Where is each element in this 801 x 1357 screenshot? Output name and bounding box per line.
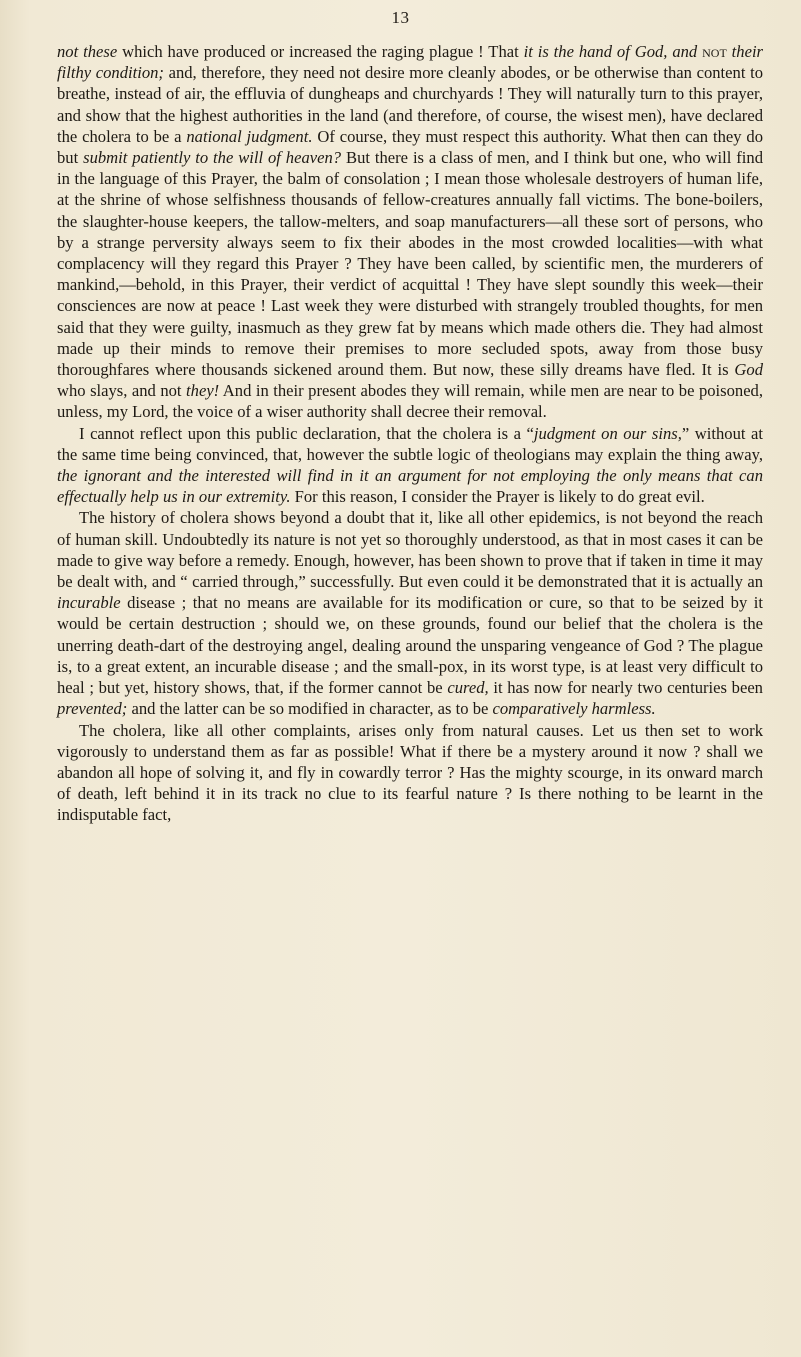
text-run: who slays, and not <box>57 381 187 401</box>
text-run: and the latter can be so modified in character, as to be <box>127 699 493 719</box>
paragraph <box>57 41 763 423</box>
italic-text: judgment on our sins, <box>533 423 682 443</box>
italic-text: they! <box>186 381 220 401</box>
italic-text: submit patiently to the will of heaven? <box>83 148 342 168</box>
paragraph <box>57 507 763 719</box>
text-run: I cannot reflect upon this public declaration, that the cholera is a “ <box>79 423 534 443</box>
italic-text: their filthy condition; <box>57 42 764 83</box>
paragraph <box>57 423 763 508</box>
small-caps-text: not <box>697 42 732 61</box>
text-run: disease ; that no means are available for its modification or cure, so that to be seized by it would be certain destruction ; should we, on these grounds, found our belief that the cholera is the unerring death-dart of the destroying angel, dealing around the unsparing vengeance of God ? The plague is, to a great extent, an incurable disease ; and the small-pox, in its worst type, is at least very difficult to heal ; but yet, history shows, that, if the former cannot be <box>57 593 763 698</box>
text-run: But there is a class of men, and I think but one, who will find in the language of this Prayer, the balm of consolation ; I mean those wholesale destroyers of human life, at the shrine of whose selfishness thousands of fellow-creatures annually fall victims. The bone-boilers, the slaughter-house keepers, the tallow-melters, and soap manufacturers—all these sort of persons, who by a strange perversity always seem to fix their abodes in the most crowded localities—with what complacency will they regard this Prayer ? They have been called, by scientific men, the murderers of mankind,—behold, in this Prayer, their verdict of acquittal ! They have slept soundly this week—their consciences are now at peace ! Last week they were disturbed with strangely troubled thoughts, for men said that they were guilty, inasmuch as they grew fat by means which made others die. They had almost made up their minds to remove their premises to more secluded spots, away from those busy thoroughfares where thousands sickened around them. But now, these silly dreams have fled. It is <box>57 148 764 380</box>
text-run: which have produced or increased the raging plague ! That <box>117 42 524 61</box>
italic-text: prevented; <box>57 699 128 719</box>
text-run: For this reason, I consider the Prayer is likely to do great evil. <box>290 487 705 507</box>
italic-text: God <box>734 360 763 380</box>
italic-text: not these <box>57 42 118 61</box>
text-run: it has now for nearly two centuries been <box>488 678 763 698</box>
text-run: The history of cholera shows beyond a doubt that it, like all other epidemics, is not beyond the reach of human skill. Undoubtedly its nature is not yet so thoroughly understood, as that in most cases it can be made to give way before a remedy. Enough, however, has been shown to prove that if taken in time it may be dealt with, and “ carried through,” successfully. But even could it be demonstrated that it is actually an <box>57 508 763 592</box>
text-run: and, therefore, they need not desire more cleanly abodes, or be otherwise than content to breathe, instead of air, the effluvia of dungheaps and churchyards ! They will naturally turn to this prayer, and show that the highest authorities in the land (and therefore, of course, the wisest men), have declared the cholera to be a <box>57 63 763 146</box>
italic-text: the ignorant and the interested will find in it an argument for not employing the only means that can effectually help us in our extremity. <box>57 466 763 507</box>
page-number: 13 <box>391 8 410 27</box>
text-run: And in their present abodes they will remain, while men are near to be poisoned, unless, my Lord, the voice of a wiser authority shall decree their removal. <box>57 381 764 422</box>
text-run: ” without at the same time being convinced, that, however the subtle logic of theologians may explain the thing away, <box>57 423 763 464</box>
italic-text: national judgment. <box>186 126 313 146</box>
paragraph <box>57 720 763 826</box>
body-text <box>57 41 763 826</box>
text-run: Of course, they must respect this authority. What then can they do but <box>57 126 764 168</box>
italic-text: cured, <box>447 678 489 698</box>
italic-text: comparatively harmless. <box>492 699 656 719</box>
text-run: The cholera, like all other complaints, arises only from natural causes. Let us then set to work vigorously to understand them as far as possible! What if there be a mystery around it now ? shall we abandon all hope of solving it, and fly in cowardly terror ? Has the mighty scourge, in its onward march of death, left behind it in its track no clue to its fearful nature ? Is there nothing to be learnt in the indisputable fact, <box>57 720 763 825</box>
italic-text: it is the hand of God, and <box>523 42 698 61</box>
italic-text: incurable <box>57 593 121 613</box>
